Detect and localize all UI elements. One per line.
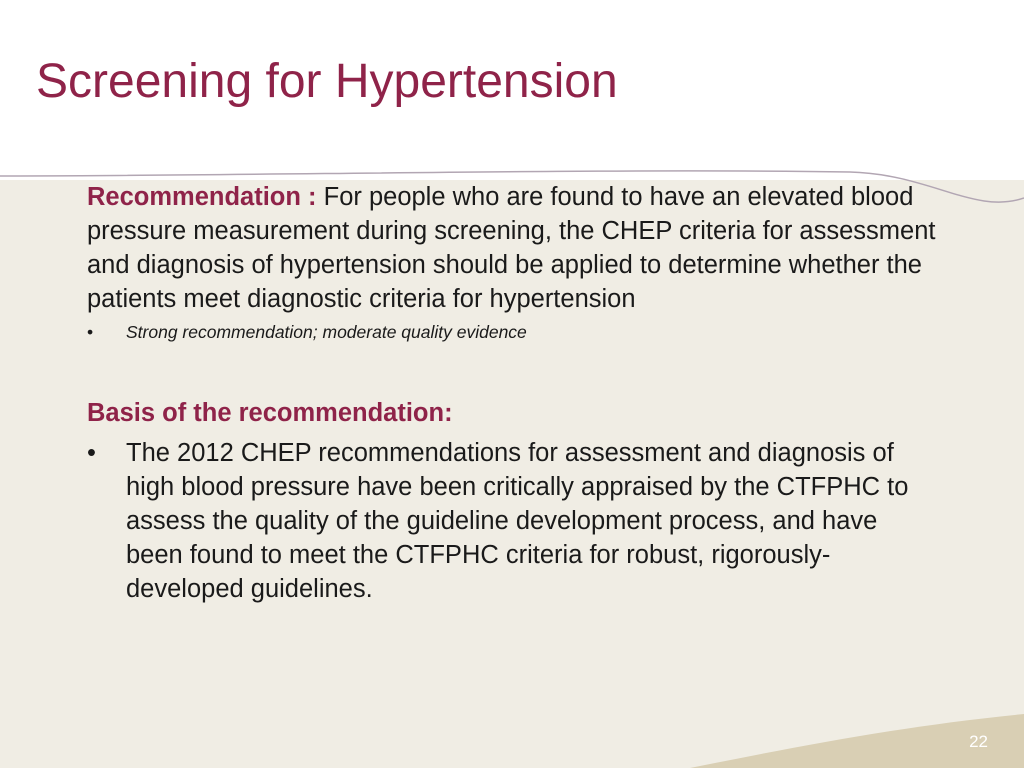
basis-bullet <box>87 436 937 606</box>
recommendation-label: Recommendation : <box>87 183 317 211</box>
recommendation-paragraph <box>87 180 937 316</box>
basis-heading: Basis of the recommendation: <box>87 399 453 427</box>
bullet-dot: • <box>87 322 94 342</box>
slide-title: Screening for Hypertension <box>36 55 618 108</box>
slide-content <box>87 180 937 606</box>
basis-text: The 2012 CHEP recommendations for assessment and diagnosis of high blood pressure have been critically appraised by the CTFPHC to assess the quality of the guideline development process, and have been found to meet the CTFPHC criteria for robust, rigorously-developed guidelines. <box>126 439 909 603</box>
bullet-dot: • <box>87 439 96 467</box>
strength-bullet <box>87 320 937 344</box>
page-number: 22 <box>969 732 988 751</box>
recommendation-text: For people who are found to have an elevated blood pressure measurement during screening, the CHEP criteria for assessment and diagnosis of hypertension should be applied to determine whether the patients meet diagnostic criteria for hypertension <box>87 183 936 313</box>
strength-text: Strong recommendation; moderate quality evidence <box>126 322 527 342</box>
